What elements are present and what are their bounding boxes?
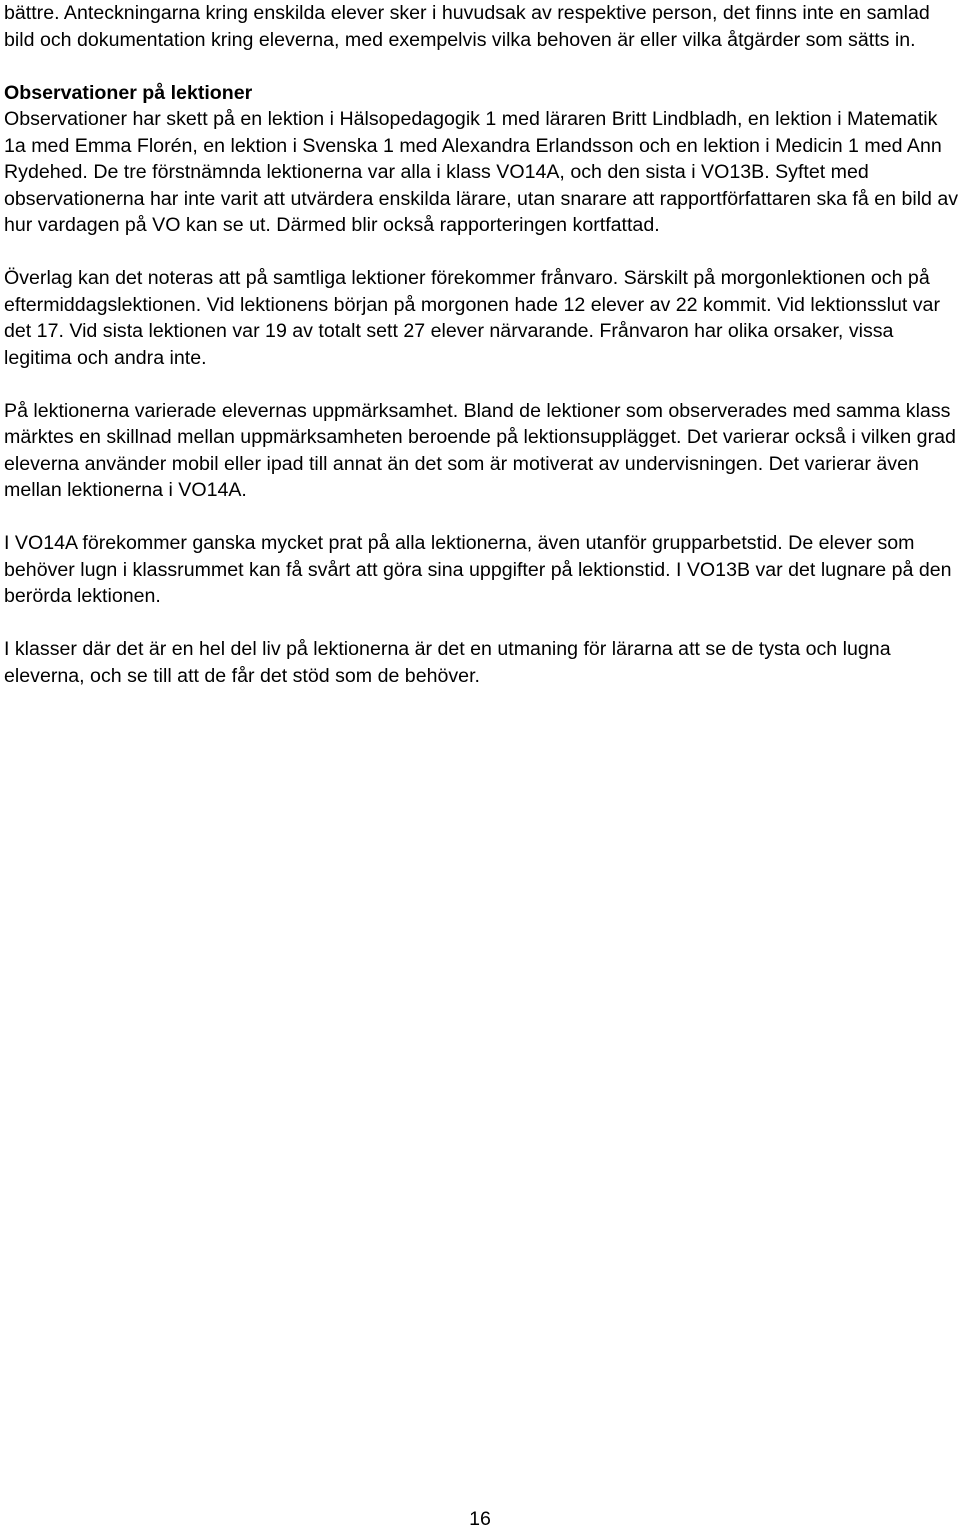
section-heading: Observationer på lektioner [4, 81, 253, 104]
page-number: 16 [469, 1508, 491, 1530]
paragraph-absence: Överlag kan det noteras att på samtliga lektioner förekommer frånvaro. Särskilt på morgonlektionen och på eftermiddagslektionen. Vid lektionens början på morgonen hade 12 elever av 22 kommit. Vid lektionsslut var det 17. Vid sista lektionen var 19 av totalt sett 27 elever närvarande. Frånvaron har olika orsaker, vissa legitima och andra inte. [4, 267, 940, 369]
paragraph-observations: Observationer har skett på en lektion i Hälsopedagogik 1 med läraren Britt Lindbladh, en lektion i Matematik 1a med Emma Florén, en lektion i Svenska 1 med Alexandra Erlandsson och en lektion i Medicin 1 med Ann Rydehed. De tre förstnämnda lektionerna var alla i klass VO14A, och den sista i VO13B. Syftet med observationerna har inte varit att utvärdera enskilda lärare, utan snarare att rapportförfattaren ska få en bild av hur vardagen på VO kan se ut. Därmed blir också rapporteringen kortfattad. [4, 108, 959, 236]
page-content [4, 0, 960, 716]
intro-paragraph: bättre. Anteckningarna kring enskilda elever sker i huvudsak av respektive person, det finns inte en samlad bild och dokumentation kring eleverna, med exempelvis vilka behoven är eller vilka åtgärder som sätts in. [4, 2, 930, 51]
paragraph-classroom-noise: I VO14A förekommer ganska mycket prat på alla lektionerna, även utanför grupparbetstid. De elever som behöver lugn i klassrummet kan få svårt att göra sina uppgifter på lektionstid. I VO13B var det lugnare på den berörda lektionen. [4, 532, 952, 607]
paragraph-quiet-students: I klasser där det är en hel del liv på lektionerna är det en utmaning för lärarna att se de tysta och lugna eleverna, och se till att de får det stöd som de behöver. [4, 638, 891, 687]
paragraph-attention: På lektionerna varierade elevernas uppmärksamhet. Bland de lektioner som observerades med samma klass märktes en skillnad mellan uppmärksamheten beroende på lektionsupplägget. Det varierar också i vilken grad eleverna använder mobil eller ipad till annat än det som är motiverat av undervisningen. Det varierar även mellan lektionerna i VO14A. [4, 399, 956, 501]
